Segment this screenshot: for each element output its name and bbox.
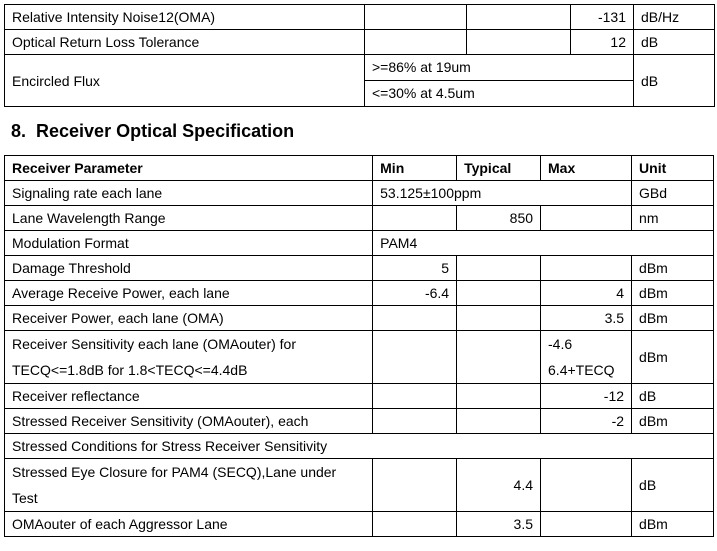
unit-cell: GBd xyxy=(632,181,714,206)
typ-cell xyxy=(467,30,571,55)
unit-cell: nm xyxy=(632,206,714,231)
typ-cell xyxy=(457,256,541,281)
max-cell: 4 xyxy=(541,281,632,306)
section-title: Receiver Optical Specification xyxy=(36,121,295,141)
table-row xyxy=(5,434,714,459)
min-cell xyxy=(373,206,457,231)
table-row xyxy=(5,281,714,306)
min-cell xyxy=(373,459,457,512)
param-cell: Receiver reflectance xyxy=(5,384,373,409)
table-row xyxy=(5,30,715,55)
typ-cell: 3.5 xyxy=(457,512,541,537)
max-cell: -2 xyxy=(541,409,632,434)
param-line: Test xyxy=(12,490,38,506)
param-line: TECQ<=1.8dB for 1.8<TECQ<=4.4dB xyxy=(12,362,248,378)
unit-cell: dB xyxy=(634,30,715,55)
table-row xyxy=(5,181,714,206)
param-cell: Average Receive Power, each lane xyxy=(5,281,373,306)
min-cell xyxy=(373,384,457,409)
param-cell: Encircled Flux xyxy=(5,55,365,107)
max-cell: -131 xyxy=(571,5,634,30)
param-cell: Receiver Power, each lane (OMA) xyxy=(5,306,373,331)
max-cell: 12 xyxy=(571,30,634,55)
table-row xyxy=(5,409,714,434)
table-row xyxy=(5,384,714,409)
param-cell: Optical Return Loss Tolerance xyxy=(5,30,365,55)
typ-cell: 4.4 xyxy=(457,459,541,512)
min-cell xyxy=(365,30,467,55)
unit-cell: dBm xyxy=(632,331,714,384)
value-cell: >=86% at 19um xyxy=(365,55,634,81)
transmitter-spec-table xyxy=(4,4,715,107)
param-cell: Stressed Receiver Sensitivity (OMAouter), each xyxy=(5,409,373,434)
header-typical: Typical xyxy=(457,156,541,181)
min-cell xyxy=(373,409,457,434)
max-line: 6.4+TECQ xyxy=(548,362,615,378)
header-param: Receiver Parameter xyxy=(5,156,373,181)
table-row xyxy=(5,5,715,30)
table-row xyxy=(5,256,714,281)
min-cell xyxy=(365,5,467,30)
max-cell xyxy=(541,206,632,231)
unit-cell: dBm xyxy=(632,256,714,281)
unit-cell: dBm xyxy=(632,409,714,434)
param-cell: Lane Wavelength Range xyxy=(5,206,373,231)
table-row xyxy=(5,331,714,384)
max-cell xyxy=(541,459,632,512)
max-cell xyxy=(541,256,632,281)
table-row xyxy=(5,206,714,231)
value-cell: PAM4 xyxy=(373,231,714,256)
param-cell: Damage Threshold xyxy=(5,256,373,281)
value-cell: <=30% at 4.5um xyxy=(365,81,634,107)
typ-cell: 850 xyxy=(457,206,541,231)
min-cell xyxy=(373,512,457,537)
header-min: Min xyxy=(373,156,457,181)
typ-cell xyxy=(457,281,541,306)
section-heading xyxy=(11,121,294,142)
table-row xyxy=(5,231,714,256)
unit-cell: dB/Hz xyxy=(634,5,715,30)
param-cell xyxy=(5,331,373,384)
max-cell: -12 xyxy=(541,384,632,409)
section-number: 8. xyxy=(11,121,27,141)
unit-cell: dBm xyxy=(632,512,714,537)
param-cell xyxy=(5,459,373,512)
header-unit: Unit xyxy=(632,156,714,181)
table-row xyxy=(5,55,715,81)
typ-cell xyxy=(457,409,541,434)
min-cell: 5 xyxy=(373,256,457,281)
header-row xyxy=(5,156,714,181)
param-line: Receiver Sensitivity each lane (OMAouter) for xyxy=(12,336,296,352)
min-cell xyxy=(373,331,457,384)
param-cell: Relative Intensity Noise12(OMA) xyxy=(5,5,365,30)
typ-cell xyxy=(467,5,571,30)
receiver-spec-table xyxy=(4,155,714,537)
max-cell xyxy=(541,512,632,537)
param-cell: Signaling rate each lane xyxy=(5,181,373,206)
min-cell xyxy=(373,306,457,331)
table-row xyxy=(5,512,714,537)
typ-cell xyxy=(457,331,541,384)
unit-cell: dB xyxy=(632,459,714,512)
max-line: -4.6 xyxy=(548,336,573,352)
typ-cell xyxy=(457,306,541,331)
unit-cell: dBm xyxy=(632,306,714,331)
typ-cell xyxy=(457,384,541,409)
unit-cell: dBm xyxy=(632,281,714,306)
table-row xyxy=(5,306,714,331)
unit-cell: dB xyxy=(634,55,715,107)
unit-cell: dB xyxy=(632,384,714,409)
param-cell: Stressed Conditions for Stress Receiver Sensitivity xyxy=(5,434,714,459)
max-cell: 3.5 xyxy=(541,306,632,331)
param-cell: Modulation Format xyxy=(5,231,373,256)
min-cell: -6.4 xyxy=(373,281,457,306)
param-line: Stressed Eye Closure for PAM4 (SECQ),Lane under xyxy=(12,464,337,480)
max-cell xyxy=(541,331,632,384)
header-max: Max xyxy=(541,156,632,181)
param-cell: OMAouter of each Aggressor Lane xyxy=(5,512,373,537)
table-row xyxy=(5,459,714,512)
value-cell: 53.125±100ppm xyxy=(373,181,632,206)
